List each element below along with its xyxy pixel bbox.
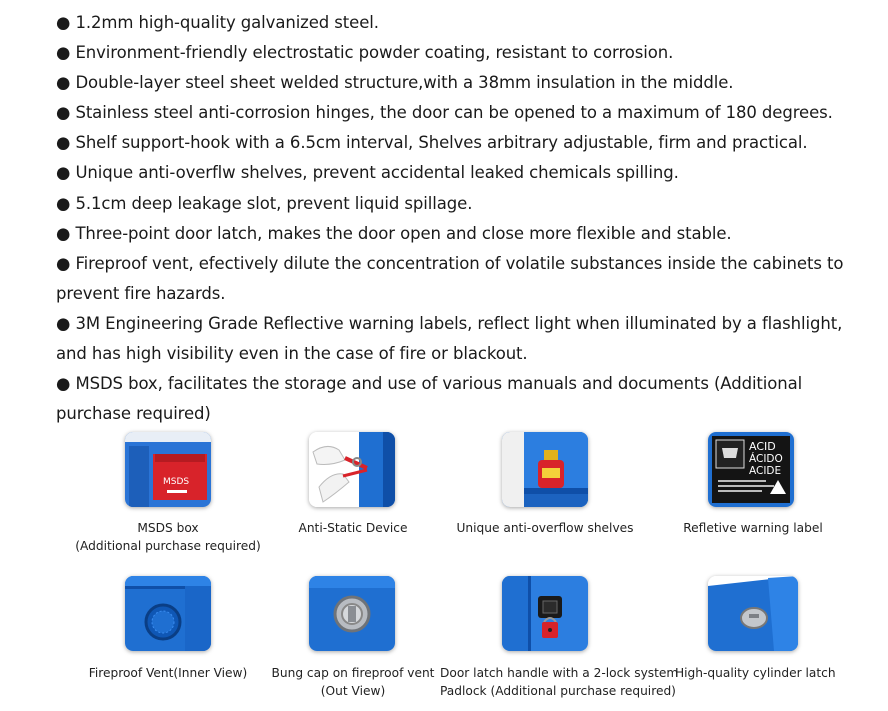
feature-bullet: ● Environment-friendly electrostatic powder coating, resistant to corrosion. [56, 43, 674, 63]
gallery-caption [80, 664, 256, 682]
anti-overflow-shelves-photo-icon [502, 432, 588, 507]
label-line: ACIDE [749, 465, 782, 477]
gallery-caption [260, 664, 446, 700]
gallery-caption [455, 519, 635, 537]
gallery-caption [670, 519, 836, 537]
door-latch-photo-icon [502, 576, 588, 651]
caption-line: Fireproof Vent(Inner View) [88, 666, 248, 680]
feature-bullet: ● Shelf support-hook with a 6.5cm interval, Shelves arbitrary adjustable, firm and practical. [56, 133, 808, 153]
gallery-caption [270, 519, 436, 537]
caption-line: Refletive warning label [683, 521, 823, 535]
caption-line: Padlock (Additional purchase required) [440, 684, 676, 698]
label-line: ÁCIDO [749, 453, 783, 465]
warning-label-photo-icon [708, 432, 794, 507]
fireproof-vent-photo-icon [125, 576, 211, 651]
feature-bullet: ● 3M Engineering Grade Reflective warning labels, reflect light when illuminated by a flashlight, and has high visibility even in the case of fire or blackout. [56, 313, 843, 364]
msds-box-photo-icon [125, 432, 211, 507]
caption-line: Bung cap on fireproof vent [271, 666, 435, 680]
msds-label: MSDS [163, 477, 190, 487]
label-line: ACID [749, 440, 776, 453]
feature-bullet: ● 5.1cm deep leakage slot, prevent liquid spillage. [56, 193, 473, 213]
gallery-caption [675, 664, 835, 682]
caption-line: (Additional purchase required) [75, 539, 261, 553]
caption-line: MSDS box [137, 521, 199, 535]
anti-static-device-photo-icon [309, 432, 395, 507]
gallery-caption [70, 519, 266, 555]
feature-bullet: ● 1.2mm high-quality galvanized steel. [56, 13, 379, 32]
feature-bullet: ● MSDS box, facilitates the storage and use of various manuals and documents (Additional purchase required) [56, 374, 803, 424]
caption-line: Door latch handle with a 2-lock system [440, 666, 679, 680]
feature-bullet: ● Double-layer steel sheet welded structure,with a 38mm insulation in the middle. [56, 73, 734, 93]
caption-line: (Out View) [320, 684, 386, 698]
caption-line: Anti-Static Device [298, 521, 408, 535]
caption-line: Unique anti-overflow shelves [456, 521, 634, 535]
feature-bullet: ● Fireproof vent, efectively dilute the concentration of volatile substances inside the cabinets to prevent fire hazards. [56, 253, 844, 303]
gallery-caption [440, 664, 679, 700]
feature-bullet: ● Stainless steel anti-corrosion hinges, the door can be opened to a maximum of 180 degrees. [56, 103, 833, 123]
caption-line: High-quality cylinder latch [675, 666, 836, 680]
bung-cap-photo-icon [309, 576, 395, 651]
cylinder-latch-photo-icon [708, 576, 798, 651]
feature-bullet: ● Three-point door latch, makes the door open and close more flexible and stable. [56, 223, 732, 243]
feature-bullet: ● Unique anti-overflw shelves, prevent accidental leaked chemicals spilling. [56, 163, 679, 183]
